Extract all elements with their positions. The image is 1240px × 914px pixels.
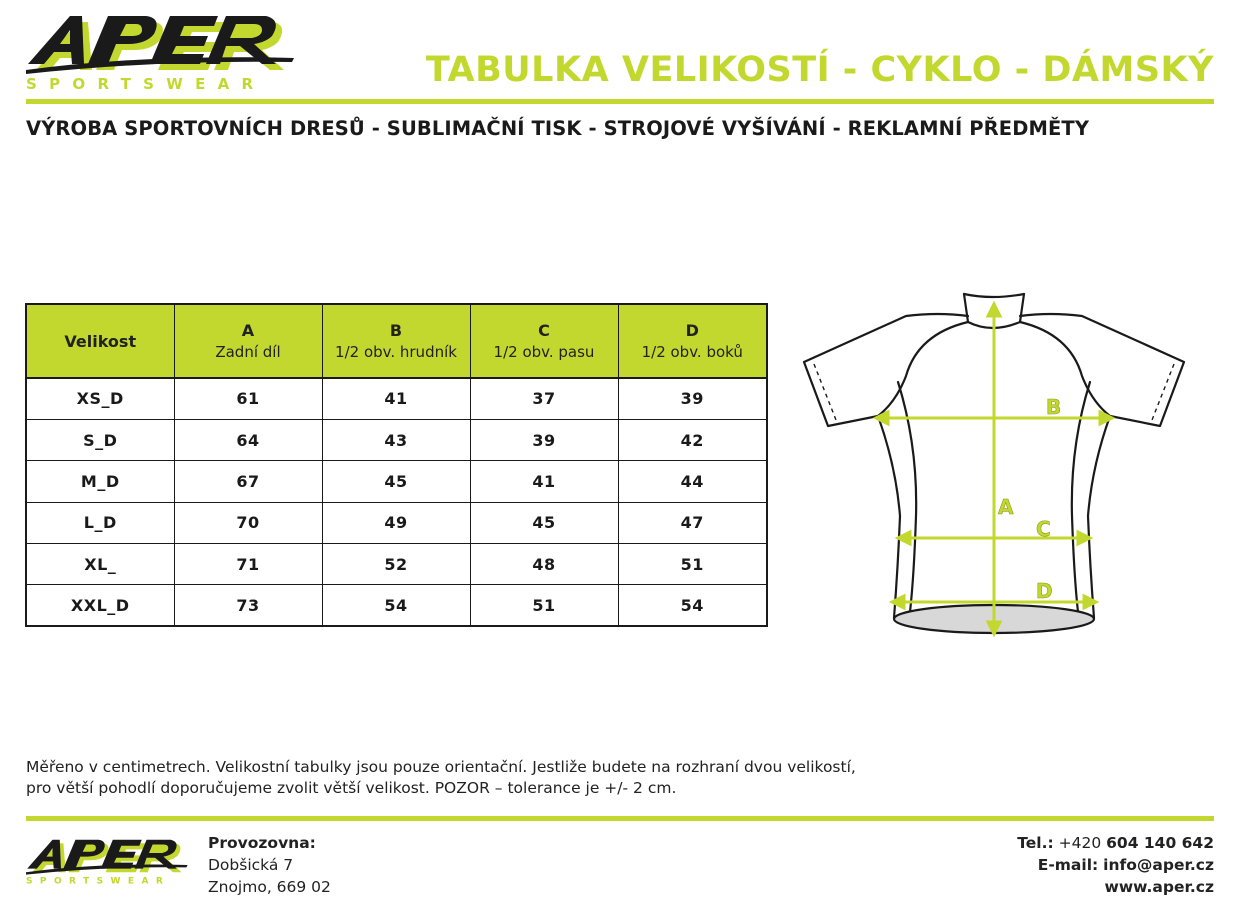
table-row xyxy=(26,378,767,419)
value-cell: 39 xyxy=(470,419,618,460)
phone-number[interactable]: 604 140 642 xyxy=(1106,834,1214,852)
email-link[interactable]: info@aper.cz xyxy=(1103,856,1214,874)
diagram-label-c: C xyxy=(1036,517,1051,541)
table-row xyxy=(26,585,767,626)
page-subtitle: VÝROBA SPORTOVNÍCH DRESŮ - SUBLIMAČNÍ TISK - STROJOVÉ VYŠÍVÁNÍ - REKLAMNÍ PŘEDMĚTY xyxy=(26,117,1090,140)
header-letter: B xyxy=(389,321,403,340)
value-cell: 70 xyxy=(174,502,322,543)
note-line: Měřeno v centimetrech. Velikostní tabulky jsou pouze orientační. Jestliže budete na rozhraní dvou velikostí, xyxy=(26,758,856,776)
value-cell: 51 xyxy=(470,585,618,626)
size-cell: L_D xyxy=(26,502,174,543)
header-size: Velikost xyxy=(26,304,174,378)
value-cell: 51 xyxy=(618,544,767,585)
diagram-label-a: A xyxy=(998,495,1014,519)
value-cell: 43 xyxy=(322,419,470,460)
value-cell: 47 xyxy=(618,502,767,543)
value-cell: 45 xyxy=(470,502,618,543)
address-city: Znojmo, 669 02 xyxy=(208,878,331,896)
size-cell: XL_ xyxy=(26,544,174,585)
website-link[interactable]: www.aper.cz xyxy=(1104,878,1214,896)
value-cell: 67 xyxy=(174,461,322,502)
contact-block xyxy=(1017,832,1214,898)
table-row xyxy=(26,502,767,543)
email-label: E-mail: xyxy=(1037,856,1099,874)
value-cell: 54 xyxy=(322,585,470,626)
value-cell: 41 xyxy=(470,461,618,502)
header-label: 1/2 obv. pasu xyxy=(493,343,595,361)
header-letter: C xyxy=(538,321,550,340)
page-title: TABULKA VELIKOSTÍ - CYKLO - DÁMSKÝ xyxy=(425,50,1214,90)
footer-aper-logo xyxy=(26,838,190,886)
value-cell: 64 xyxy=(174,419,322,460)
jersey-diagram xyxy=(798,286,1190,646)
size-cell: S_D xyxy=(26,419,174,460)
contact-phone xyxy=(1017,832,1214,854)
value-cell: 54 xyxy=(618,585,767,626)
value-cell: 48 xyxy=(470,544,618,585)
address-heading: Provozovna: xyxy=(208,834,316,852)
value-cell: 42 xyxy=(618,419,767,460)
size-cell: XXL_D xyxy=(26,585,174,626)
value-cell: 41 xyxy=(322,378,470,419)
value-cell: 45 xyxy=(322,461,470,502)
diagram-label-d: D xyxy=(1036,579,1053,603)
value-cell: 37 xyxy=(470,378,618,419)
logo-tagline: SPORTSWEAR xyxy=(26,75,266,92)
header-divider xyxy=(26,99,1214,104)
header-col-d xyxy=(618,304,767,378)
header-label: 1/2 obv. boků xyxy=(641,343,743,361)
phone-label: Tel.: xyxy=(1017,834,1054,852)
header-col-c xyxy=(470,304,618,378)
address-block xyxy=(208,832,331,898)
table-row xyxy=(26,461,767,502)
value-cell: 71 xyxy=(174,544,322,585)
contact-email xyxy=(1017,854,1214,876)
size-cell: XS_D xyxy=(26,378,174,419)
header-label: Zadní díl xyxy=(215,343,281,361)
value-cell: 49 xyxy=(322,502,470,543)
footer-logo-tagline: SPORTSWEAR xyxy=(26,876,171,886)
header-letter: A xyxy=(241,321,255,340)
table-header-row xyxy=(26,304,767,378)
aper-logo xyxy=(26,14,298,92)
footer-divider xyxy=(26,816,1214,821)
value-cell: 39 xyxy=(618,378,767,419)
size-table xyxy=(25,303,768,627)
value-cell: 61 xyxy=(174,378,322,419)
value-cell: 73 xyxy=(174,585,322,626)
table-row xyxy=(26,419,767,460)
phone-prefix: +420 xyxy=(1058,834,1102,852)
header-col-a xyxy=(174,304,322,378)
value-cell: 44 xyxy=(618,461,767,502)
measurement-note xyxy=(26,757,856,799)
diagram-label-b: B xyxy=(1046,395,1062,419)
header-col-b xyxy=(322,304,470,378)
header-letter: D xyxy=(685,321,699,340)
note-line: pro větší pohodlí doporučujeme zvolit větší velikost. POZOR – tolerance je +/- 2 cm. xyxy=(26,779,677,797)
table-row xyxy=(26,544,767,585)
value-cell: 52 xyxy=(322,544,470,585)
contact-web xyxy=(1017,876,1214,898)
size-cell: M_D xyxy=(26,461,174,502)
header-label: 1/2 obv. hrudník xyxy=(335,343,457,361)
address-street: Dobšická 7 xyxy=(208,856,294,874)
